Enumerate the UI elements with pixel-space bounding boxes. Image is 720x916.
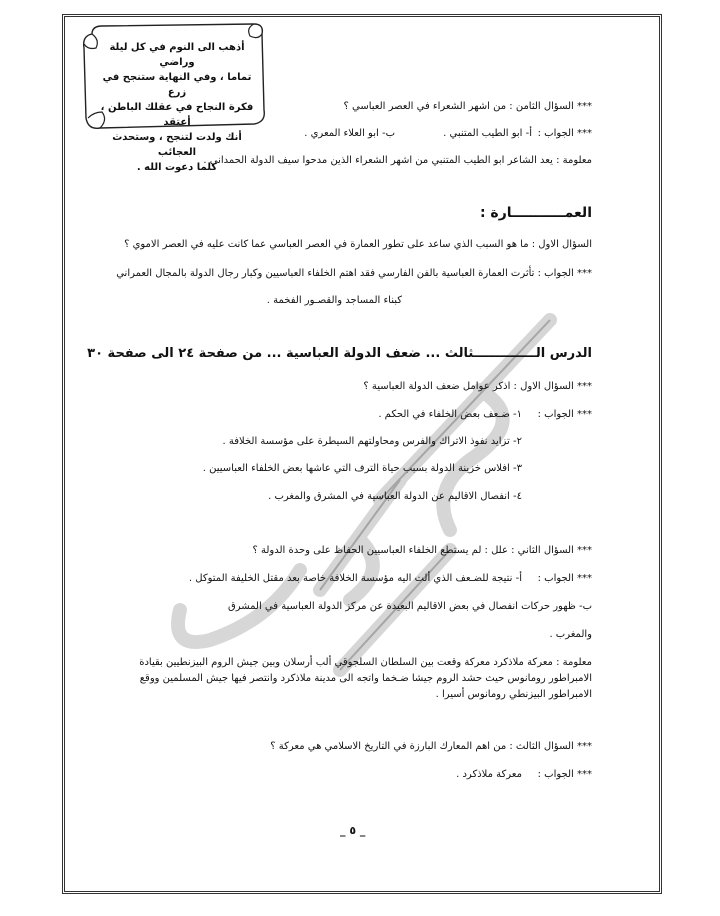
- architecture-heading: العمـــــــــــارة :: [479, 205, 592, 221]
- lesson3-a2-label: *** الجواب :: [537, 573, 592, 584]
- q8-option-b: ب- ابو العلاء المعري .: [304, 128, 395, 139]
- lesson3-a3-label: *** الجواب :: [537, 769, 592, 780]
- lesson3-a1-item: ٣- افلاس خزينة الدولة بسبب حياة الترف التي عاشها بعض الخلفاء العباسيين .: [202, 463, 522, 474]
- architecture-answer-line1: *** الجواب : تأثرت العمارة العباسية بالفن الفارسي فقد اهتم الخلفاء العباسيين وكبار رجال الدولة بالمجال العمراني: [116, 268, 592, 279]
- motivation-line: كلما دعوت الله .: [136, 162, 218, 173]
- lesson3-a1-item: ٢- تزايد نفوذ الاتراك والفرس ومحاولتهم السيطرة على مؤسسة الخلافة .: [222, 436, 522, 447]
- lesson3-q3: *** السؤال الثالث : من اهم المعارك البارزة في التاريخ الاسلامي هي معركة ؟: [270, 741, 592, 752]
- architecture-answer-line2: كبناء المساجد والقصـور الفخمة .: [266, 295, 402, 306]
- q8-info: معلومة : يعد الشاعر ابو الطيب المتنبي من اشهر الشعراء الذين مدحوا سيف الدولة الحمداني .: [203, 155, 592, 166]
- lesson3-q2: *** السؤال الثاني : علل : لم يستطع الخلفاء العباسيين الحفاظ على وحدة الدولة ؟: [252, 545, 592, 556]
- lesson3-info-line2: الامبراطور رومانوس حيث حشد الروم جيشا ضـخما واتجه الى مدينة ملاذكرد وانتصر فيها جيش المسلمين ووقع: [139, 673, 592, 684]
- lesson3-a2-b2: والمغرب .: [549, 629, 592, 640]
- motivation-line: فكرة النجاح في عقلك الباطن ، أعتقد: [100, 102, 254, 128]
- lesson3-a3: معركة ملاذكرد .: [456, 769, 522, 780]
- lesson3-heading: الدرس الــــــــــــــثالث ... ضعف الدولة العباسية ... من صفحة ٢٤ الى صفحة ٣٠: [87, 346, 592, 361]
- lesson3-info-line1: معلومة : معركة ملاذكرد معركة وقعت بين السلطان السلجوقي ألب أرسلان وبين جيش الروم البيزنطيين بقيادة: [139, 657, 592, 668]
- q8-option-a: أ- ابو الطيب المتنبي .: [443, 128, 532, 139]
- architecture-question: السؤال الاول : ما هو السبب الذي ساعد على تطور العمارة في العصر العباسي عما كانت عليه في العصر الاموي ؟: [124, 239, 592, 250]
- q8-answer-label: *** الجواب :: [537, 128, 592, 139]
- motivation-line: أنك ولدت لتنجح ، وستحدث العجائب: [112, 132, 242, 158]
- motivation-line: أذهب الى النوم في كل ليلة وراضي: [109, 42, 245, 68]
- lesson3-a1-item: ١- ضـعف بعض الخلفاء في الحكم .: [378, 409, 522, 420]
- lesson3-q1: *** السؤال الاول : اذكر عوامل ضعف الدولة العباسية ؟: [363, 381, 592, 392]
- lesson3-a1-item: ٤- انفصال الاقاليم عن الدولة العباسية في المشرق والمغرب .: [268, 491, 522, 502]
- lesson3-a2-a: أ- نتيجة للضـعف الذي ألت اليه مؤسسة الخلافة خاصة بعد مقتل الخليفة المتوكل .: [188, 573, 522, 584]
- q8-question: *** السؤال الثامن : من اشهر الشعراء في العصر العباسي ؟: [343, 101, 592, 112]
- lesson3-a2-b1: ب- ظهور حركات انفصال في بعض الاقاليم البعيدة عن مركز الدولة العباسية في المشرق: [227, 601, 592, 612]
- lesson3-info-line3: الامبراطور البيزنطي رومانوس أسيرا .: [435, 689, 592, 700]
- page-number: _ ٥ _: [340, 824, 366, 837]
- lesson3-a1-label: *** الجواب :: [537, 409, 592, 420]
- motivation-line: تماما ، وفي النهاية ستنجح في زرع: [102, 72, 252, 98]
